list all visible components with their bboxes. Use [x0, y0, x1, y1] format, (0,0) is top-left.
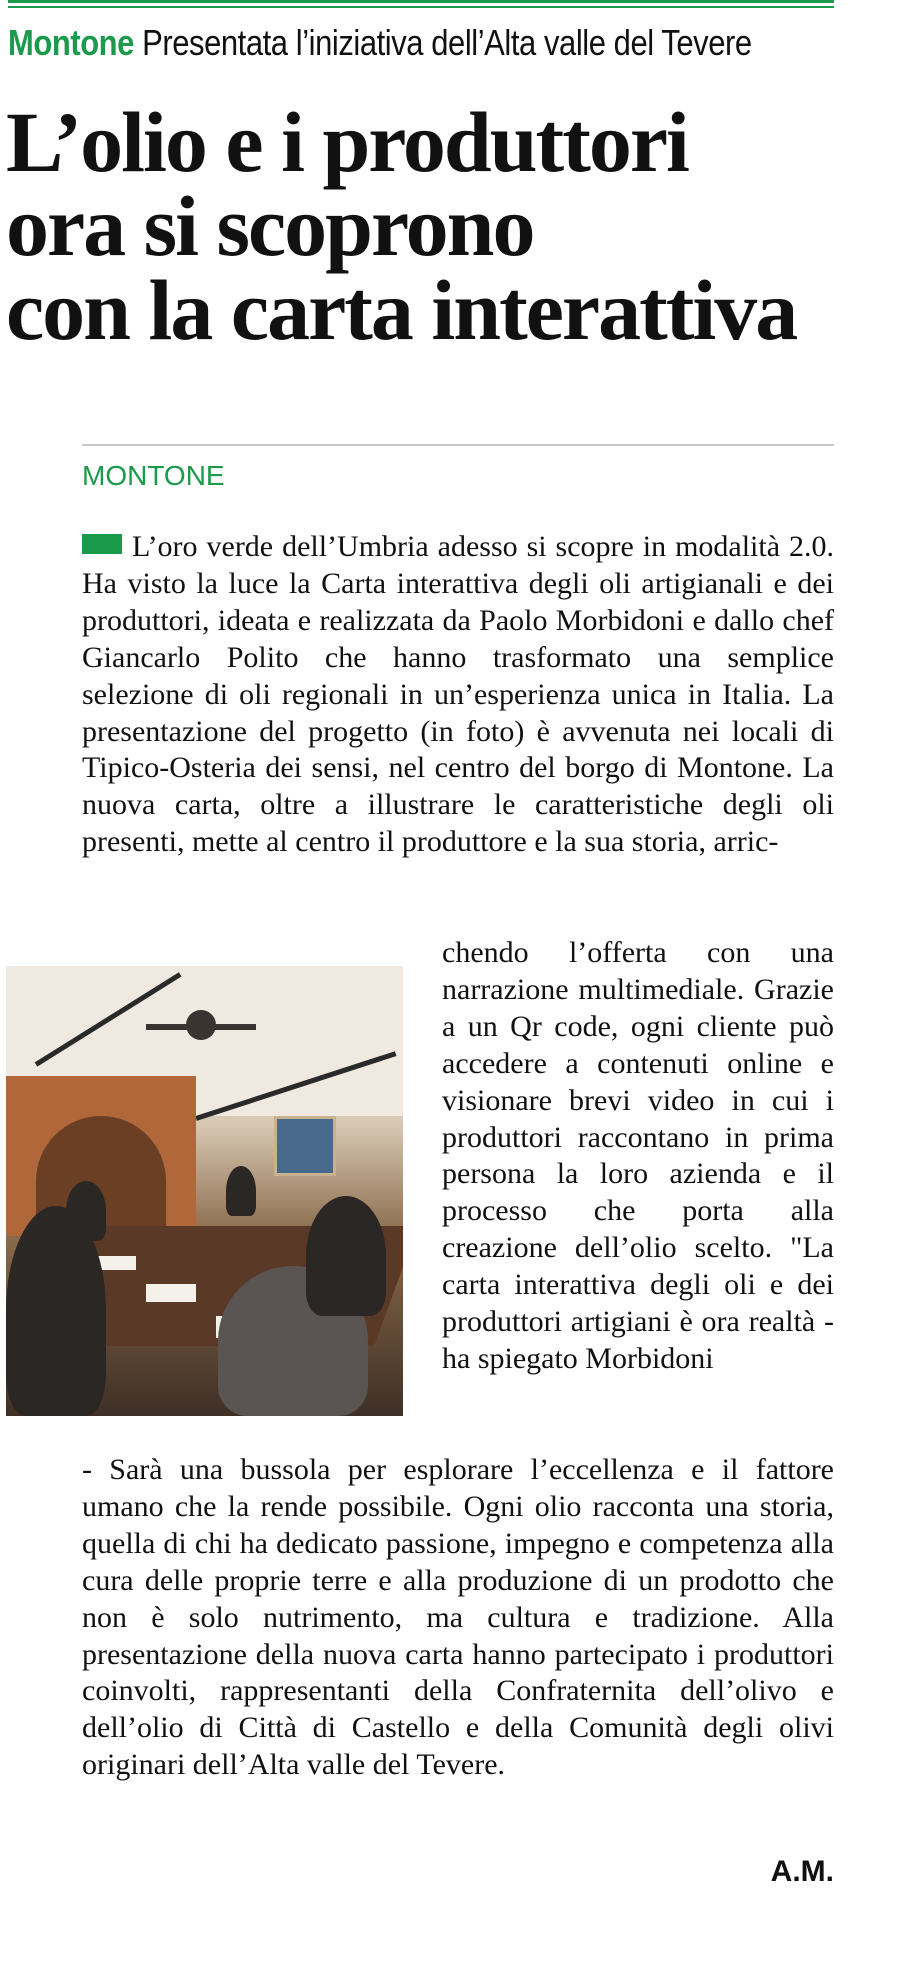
headline-line-1: L’olio e i produttori [6, 94, 688, 190]
photo-paper [146, 1284, 196, 1302]
photo-paper [96, 1256, 136, 1270]
article-photo [6, 966, 403, 1416]
top-rule [8, 0, 834, 3]
lead-marker [82, 534, 122, 554]
headline-line-2: ora si scoprono [6, 178, 534, 274]
kicker [8, 22, 752, 64]
article-body-bottom: - Sarà una bussola per esplorare l’eccellenza e il fattore umano che la rende possibile. Ogni olio racconta una storia, quella di chi ha dedicato passione, impegno e competenza alla cura delle proprie terre e alla produzione di un prodotto che non è solo nutrimento, ma cultura e tradizione. Alla presentazione della nuova carta hanno partecipato i produttori coinvolti, rappresentanti della Confraternita dell’olivo e dell’olio di Città di Castello e della Comunità degli olivi originari dell’Alta valle del Tevere. [82, 1453, 834, 1782]
photo-ceiling-fan-hub [186, 1010, 216, 1040]
article-body-side: chendo l’offerta con una narrazione multimediale. Grazie a un Qr code, ogni cliente può accedere a contenuti online e visionare brevi video in cui i produttori raccontano in prima persona la loro azienda e il processo che porta alla creazione dell’olio scelto. "La carta interattiva degli oli e dei produttori artigiani è ora realtà - ha spiegato Morbidoni [442, 936, 834, 1375]
kicker-text: Presentata l’iniziativa dell’Alta valle del Tevere [142, 22, 752, 63]
photo-person [66, 1181, 106, 1241]
photo-person [226, 1166, 256, 1216]
article-body-top [82, 529, 834, 861]
kicker-place: Montone [8, 22, 134, 63]
author-signature: A.M. [770, 1855, 834, 1888]
photo-person [306, 1196, 386, 1316]
headline [6, 94, 896, 358]
photo-painting [274, 1116, 336, 1176]
article-text-top: L’oro verde dell’Umbria adesso si scopre in modalità 2.0. Ha visto la luce la Carta interattiva degli oli artigianali e dei produttori, ideata e realizzata da Paolo Morbidoni e dallo chef Giancarlo Polito che hanno trasformato una semplice selezione di oli regionali in un’esperienza unica in Italia. La presentazione del progetto (in foto) è avvenuta nei locali di Tipico-Osteria dei sensi, nel centro del borgo di Montone. La nuova carta, oltre a illustrare le caratteristiche degli oli presenti, mette al centro il produttore e la sua storia, arric- [82, 530, 834, 859]
separator-rule [82, 444, 834, 446]
top-rule-thin [8, 6, 834, 8]
dateline: MONTONE [82, 460, 225, 491]
headline-line-3: con la carta interattiva [6, 262, 797, 358]
